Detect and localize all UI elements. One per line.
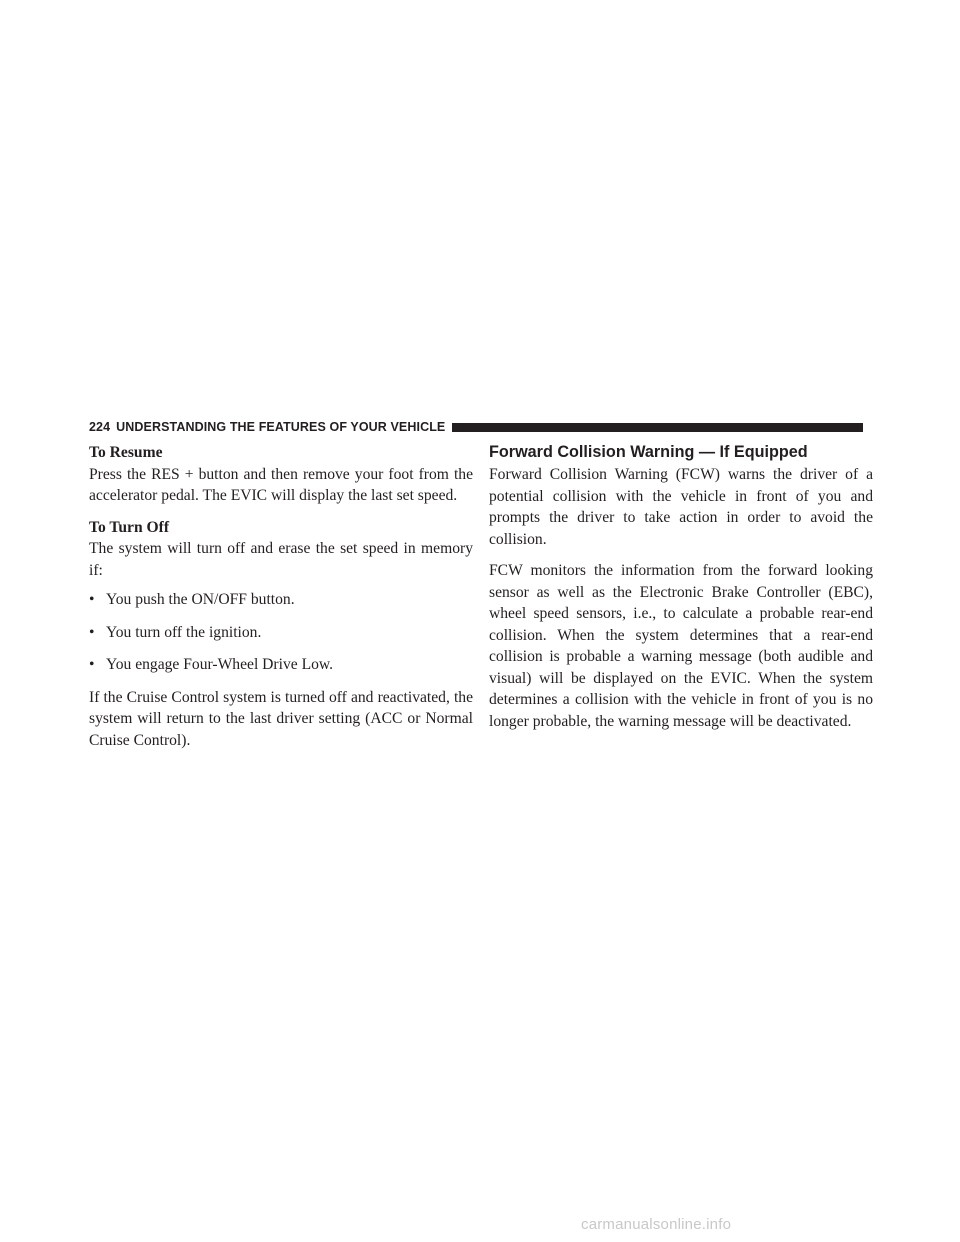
list-item-text: You push the ON/OFF button. — [106, 591, 295, 608]
header-rule — [452, 423, 863, 432]
subheading-to-resume: To Resume — [89, 444, 163, 461]
bullet-icon: • — [89, 656, 95, 673]
subheading-to-turn-off: To Turn Off — [89, 518, 170, 536]
paragraph-turn-off-closing: If the Cruise Control system is turned off and reactivated, the system will return to the last driver setting (ACC or Normal Cruise Control). — [89, 688, 473, 749]
list-item-text: You engage Four-Wheel Drive Low. — [106, 656, 334, 673]
turn-off-conditions-list — [89, 589, 473, 676]
list-item-text: You turn off the ignition. — [106, 623, 262, 641]
bullet-icon: • — [89, 623, 95, 641]
paragraph-turn-off-intro: The system will turn off and erase the set speed in memory if: — [89, 540, 473, 579]
page-number: 224 — [89, 420, 111, 434]
list-item — [89, 622, 473, 644]
chapter-title: UNDERSTANDING THE FEATURES OF YOUR VEHICLE — [116, 420, 446, 434]
paragraph-fcw-1: Forward Collision Warning (FCW) warns the driver of a potential collision with the vehicle in front of you and prompts the driver to take action in order to avoid the collision. — [489, 466, 873, 548]
paragraph-fcw-2: FCW monitors the information from the forward looking sensor as well as the Electronic Brake Controller (EBC), wheel speed sensors, i.e., to calculate a probable rear-end collision. When the system determines that a rear-end collision is probable a warning message (both audible and visual) will be displayed on the EVIC. When the system determines a collision with the vehicle in front of you is no longer probable, the warning message will be deactivated. — [489, 562, 873, 730]
section-heading-fcw: Forward Collision Warning — If Equipped — [489, 443, 808, 461]
bullet-icon: • — [89, 591, 95, 608]
list-item — [89, 654, 473, 676]
left-column — [89, 442, 473, 761]
page-header — [89, 419, 863, 435]
watermark-text: carmanualsonline.info — [581, 1216, 732, 1233]
right-column — [489, 442, 873, 742]
list-item — [89, 589, 473, 611]
paragraph-resume: Press the RES + button and then remove your foot from the accelerator pedal. The EVIC will display the last set speed. — [89, 465, 473, 504]
